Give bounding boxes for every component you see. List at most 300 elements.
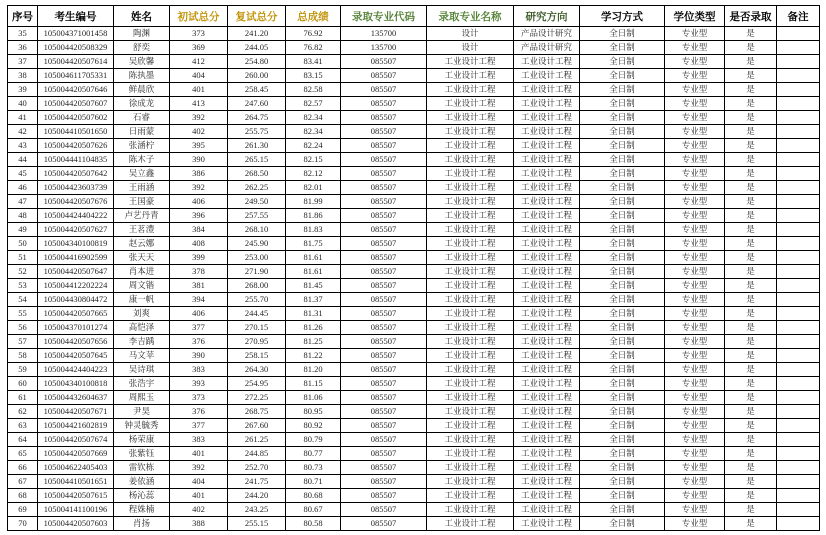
table-row bbox=[8, 307, 820, 321]
table-cell: 工业设计工程 bbox=[514, 349, 580, 363]
table-cell: 65 bbox=[8, 447, 38, 461]
table-cell: 周熙玉 bbox=[114, 391, 170, 405]
table-cell: 雷钦栋 bbox=[114, 461, 170, 475]
table-cell: 105004340100819 bbox=[38, 237, 114, 251]
table-cell: 工业设计工程 bbox=[427, 139, 514, 153]
table-cell: 全日制 bbox=[580, 503, 665, 517]
table-cell: 石睿 bbox=[114, 111, 170, 125]
table-cell: 全日制 bbox=[580, 55, 665, 69]
table-cell: 105004370101274 bbox=[38, 321, 114, 335]
table-cell: 全日制 bbox=[580, 27, 665, 41]
table-cell: 康一帆 bbox=[114, 293, 170, 307]
table-cell: 383 bbox=[170, 363, 228, 377]
table-cell: 80.92 bbox=[286, 419, 341, 433]
table-row bbox=[8, 153, 820, 167]
table-cell: 388 bbox=[170, 517, 228, 531]
table-cell: 085507 bbox=[341, 223, 427, 237]
table-cell: 高恺泽 bbox=[114, 321, 170, 335]
table-cell: 50 bbox=[8, 237, 38, 251]
table-cell: 76.92 bbox=[286, 27, 341, 41]
table-cell: 105004420507669 bbox=[38, 447, 114, 461]
table-cell: 085507 bbox=[341, 405, 427, 419]
table-cell: 81.26 bbox=[286, 321, 341, 335]
table-cell: 085507 bbox=[341, 419, 427, 433]
table-cell bbox=[777, 237, 820, 251]
table-cell: 工业设计工程 bbox=[427, 125, 514, 139]
table-cell: 专业型 bbox=[665, 461, 725, 475]
column-header: 研究方向 bbox=[514, 6, 580, 27]
table-cell: 专业型 bbox=[665, 433, 725, 447]
table-cell: 工业设计工程 bbox=[427, 405, 514, 419]
table-cell: 是 bbox=[725, 265, 777, 279]
table-cell: 244.05 bbox=[228, 41, 286, 55]
table-cell: 105004441104835 bbox=[38, 153, 114, 167]
table-cell: 085507 bbox=[341, 475, 427, 489]
table-cell: 262.25 bbox=[228, 181, 286, 195]
table-cell: 工业设计工程 bbox=[514, 377, 580, 391]
table-cell: 38 bbox=[8, 69, 38, 83]
table-cell: 56 bbox=[8, 321, 38, 335]
table-cell: 工业设计工程 bbox=[427, 307, 514, 321]
table-cell: 085507 bbox=[341, 503, 427, 517]
table-cell: 专业型 bbox=[665, 265, 725, 279]
table-cell: 376 bbox=[170, 335, 228, 349]
table-cell: 工业设计工程 bbox=[427, 377, 514, 391]
table-cell: 吴欣馨 bbox=[114, 55, 170, 69]
table-row bbox=[8, 363, 820, 377]
table-row bbox=[8, 251, 820, 265]
table-cell: 377 bbox=[170, 419, 228, 433]
table-cell: 105004424404223 bbox=[38, 363, 114, 377]
table-cell: 369 bbox=[170, 41, 228, 55]
table-cell: 工业设计工程 bbox=[514, 125, 580, 139]
table-cell bbox=[777, 41, 820, 55]
table-cell: 日雨蒙 bbox=[114, 125, 170, 139]
table-cell: 工业设计工程 bbox=[514, 461, 580, 475]
table-row bbox=[8, 111, 820, 125]
table-cell: 鲜晨欣 bbox=[114, 83, 170, 97]
table-cell: 工业设计工程 bbox=[427, 153, 514, 167]
table-cell: 工业设计工程 bbox=[514, 111, 580, 125]
table-cell: 专业型 bbox=[665, 321, 725, 335]
table-cell: 80.58 bbox=[286, 517, 341, 531]
table-cell: 是 bbox=[725, 405, 777, 419]
table-cell: 80.67 bbox=[286, 503, 341, 517]
table-cell: 384 bbox=[170, 223, 228, 237]
table-cell: 401 bbox=[170, 83, 228, 97]
table-cell: 81.06 bbox=[286, 391, 341, 405]
table-cell bbox=[777, 433, 820, 447]
table-cell: 全日制 bbox=[580, 237, 665, 251]
column-header: 初试总分 bbox=[170, 6, 228, 27]
table-row bbox=[8, 237, 820, 251]
table-cell: 是 bbox=[725, 125, 777, 139]
table-cell: 杨沁蕊 bbox=[114, 489, 170, 503]
table-cell: 270.15 bbox=[228, 321, 286, 335]
table-cell: 是 bbox=[725, 461, 777, 475]
table-cell: 专业型 bbox=[665, 237, 725, 251]
table-cell: 全日制 bbox=[580, 139, 665, 153]
table-cell: 全日制 bbox=[580, 195, 665, 209]
table-row bbox=[8, 489, 820, 503]
table-cell: 82.34 bbox=[286, 125, 341, 139]
table-cell: 373 bbox=[170, 27, 228, 41]
table-cell: 272.25 bbox=[228, 391, 286, 405]
table-cell: 83.41 bbox=[286, 55, 341, 69]
table-cell: 381 bbox=[170, 279, 228, 293]
table-cell: 工业设计工程 bbox=[514, 209, 580, 223]
table-cell: 82.12 bbox=[286, 167, 341, 181]
table-cell: 张天天 bbox=[114, 251, 170, 265]
table-cell: 张紫钰 bbox=[114, 447, 170, 461]
table-cell: 工业设计工程 bbox=[514, 251, 580, 265]
admission-results-table bbox=[7, 5, 820, 531]
table-cell: 是 bbox=[725, 83, 777, 97]
table-cell: 工业设计工程 bbox=[427, 251, 514, 265]
table-row bbox=[8, 517, 820, 531]
table-cell: 吴立鑫 bbox=[114, 167, 170, 181]
table-cell: 408 bbox=[170, 237, 228, 251]
table-cell: 全日制 bbox=[580, 335, 665, 349]
table-cell: 工业设计工程 bbox=[514, 167, 580, 181]
table-cell bbox=[777, 475, 820, 489]
table-cell: 是 bbox=[725, 489, 777, 503]
column-header: 复试总分 bbox=[228, 6, 286, 27]
table-cell: 设计 bbox=[427, 41, 514, 55]
table-cell: 64 bbox=[8, 433, 38, 447]
table-cell: 是 bbox=[725, 41, 777, 55]
table-cell bbox=[777, 69, 820, 83]
table-cell: 81.99 bbox=[286, 195, 341, 209]
table-cell: 70 bbox=[8, 517, 38, 531]
table-cell: 80.95 bbox=[286, 405, 341, 419]
table-cell: 406 bbox=[170, 307, 228, 321]
table-row bbox=[8, 27, 820, 41]
table-cell: 271.90 bbox=[228, 265, 286, 279]
table-cell: 工业设计工程 bbox=[514, 489, 580, 503]
table-cell: 085507 bbox=[341, 97, 427, 111]
table-row bbox=[8, 293, 820, 307]
table-cell: 253.00 bbox=[228, 251, 286, 265]
table-cell: 81.15 bbox=[286, 377, 341, 391]
table-cell: 61 bbox=[8, 391, 38, 405]
table-cell: 工业设计工程 bbox=[427, 97, 514, 111]
table-cell: 专业型 bbox=[665, 377, 725, 391]
table-cell: 张浩宇 bbox=[114, 377, 170, 391]
table-cell: 58 bbox=[8, 349, 38, 363]
table-cell: 244.45 bbox=[228, 307, 286, 321]
table-cell: 工业设计工程 bbox=[427, 391, 514, 405]
table-cell: 47 bbox=[8, 195, 38, 209]
table-cell: 105004432604637 bbox=[38, 391, 114, 405]
table-cell: 80.71 bbox=[286, 475, 341, 489]
table-cell: 085507 bbox=[341, 181, 427, 195]
table-cell: 专业型 bbox=[665, 181, 725, 195]
table-cell: 265.15 bbox=[228, 153, 286, 167]
table-cell: 工业设计工程 bbox=[427, 237, 514, 251]
table-cell: 是 bbox=[725, 27, 777, 41]
column-header: 录取专业名称 bbox=[427, 6, 514, 27]
table-cell: 是 bbox=[725, 97, 777, 111]
table-cell: 工业设计工程 bbox=[514, 69, 580, 83]
table-cell: 085507 bbox=[341, 391, 427, 405]
table-row bbox=[8, 335, 820, 349]
table-cell: 105004420507614 bbox=[38, 55, 114, 69]
table-cell bbox=[777, 335, 820, 349]
table-cell: 105004420507603 bbox=[38, 517, 114, 531]
table-cell: 392 bbox=[170, 181, 228, 195]
table-cell: 工业设计工程 bbox=[427, 363, 514, 377]
table-row bbox=[8, 83, 820, 97]
table-cell: 全日制 bbox=[580, 181, 665, 195]
table-cell: 工业设计工程 bbox=[514, 419, 580, 433]
table-cell: 255.15 bbox=[228, 517, 286, 531]
table-cell: 工业设计工程 bbox=[427, 111, 514, 125]
table-cell: 专业型 bbox=[665, 349, 725, 363]
table-cell: 085507 bbox=[341, 125, 427, 139]
table-cell: 390 bbox=[170, 349, 228, 363]
table-cell: 全日制 bbox=[580, 293, 665, 307]
table-cell: 工业设计工程 bbox=[427, 517, 514, 531]
table-cell: 085507 bbox=[341, 461, 427, 475]
table-cell bbox=[777, 307, 820, 321]
table-cell bbox=[777, 447, 820, 461]
table-cell: 264.30 bbox=[228, 363, 286, 377]
table-cell: 工业设计工程 bbox=[427, 83, 514, 97]
table-cell: 工业设计工程 bbox=[514, 293, 580, 307]
table-cell: 82.15 bbox=[286, 153, 341, 167]
table-cell: 52 bbox=[8, 265, 38, 279]
table-cell: 是 bbox=[725, 447, 777, 461]
table-cell: 105004420507665 bbox=[38, 307, 114, 321]
table-cell bbox=[777, 223, 820, 237]
table-cell: 尹昊 bbox=[114, 405, 170, 419]
table-cell: 专业型 bbox=[665, 97, 725, 111]
table-cell bbox=[777, 293, 820, 307]
table-cell: 王雨涵 bbox=[114, 181, 170, 195]
table-cell: 全日制 bbox=[580, 97, 665, 111]
table-cell: 专业型 bbox=[665, 419, 725, 433]
table-cell: 吴诗琪 bbox=[114, 363, 170, 377]
table-cell: 工业设计工程 bbox=[514, 363, 580, 377]
table-cell: 姜依涵 bbox=[114, 475, 170, 489]
table-cell: 245.90 bbox=[228, 237, 286, 251]
table-cell: 工业设计工程 bbox=[427, 335, 514, 349]
table-cell: 105004430804472 bbox=[38, 293, 114, 307]
table-cell: 105004420507642 bbox=[38, 167, 114, 181]
table-cell: 105004420507674 bbox=[38, 433, 114, 447]
table-row bbox=[8, 41, 820, 55]
table-cell bbox=[777, 97, 820, 111]
table-cell: 全日制 bbox=[580, 363, 665, 377]
table-cell: 专业型 bbox=[665, 251, 725, 265]
table-header bbox=[8, 6, 820, 27]
table-cell: 105004622405403 bbox=[38, 461, 114, 475]
table-cell: 工业设计工程 bbox=[514, 517, 580, 531]
table-cell: 刘爽 bbox=[114, 307, 170, 321]
table-cell: 全日制 bbox=[580, 419, 665, 433]
table-cell: 105004141100196 bbox=[38, 503, 114, 517]
table-cell: 244.20 bbox=[228, 489, 286, 503]
table-cell: 是 bbox=[725, 279, 777, 293]
table-cell: 全日制 bbox=[580, 69, 665, 83]
table-cell: 81.45 bbox=[286, 279, 341, 293]
table-cell: 085507 bbox=[341, 349, 427, 363]
table-cell: 105004611705331 bbox=[38, 69, 114, 83]
table-cell: 085507 bbox=[341, 139, 427, 153]
table-cell: 专业型 bbox=[665, 41, 725, 55]
table-cell: 专业型 bbox=[665, 503, 725, 517]
table-cell: 是 bbox=[725, 237, 777, 251]
table-cell: 46 bbox=[8, 181, 38, 195]
table-cell bbox=[777, 405, 820, 419]
table-cell: 401 bbox=[170, 489, 228, 503]
table-row bbox=[8, 125, 820, 139]
table-cell: 82.24 bbox=[286, 139, 341, 153]
table-cell: 徐成龙 bbox=[114, 97, 170, 111]
table-cell: 80.68 bbox=[286, 489, 341, 503]
table-cell: 386 bbox=[170, 167, 228, 181]
table-cell: 是 bbox=[725, 251, 777, 265]
table-cell: 105004420507656 bbox=[38, 335, 114, 349]
table-cell: 35 bbox=[8, 27, 38, 41]
table-cell: 专业型 bbox=[665, 195, 725, 209]
table-cell: 是 bbox=[725, 181, 777, 195]
table-row bbox=[8, 69, 820, 83]
table-cell bbox=[777, 391, 820, 405]
table-cell: 80.73 bbox=[286, 461, 341, 475]
table-cell: 82.57 bbox=[286, 97, 341, 111]
table-cell: 396 bbox=[170, 209, 228, 223]
table-cell: 085507 bbox=[341, 195, 427, 209]
table-cell: 085507 bbox=[341, 447, 427, 461]
table-cell: 工业设计工程 bbox=[514, 97, 580, 111]
table-cell: 工业设计工程 bbox=[427, 447, 514, 461]
table-cell: 402 bbox=[170, 503, 228, 517]
table-cell bbox=[777, 181, 820, 195]
table-cell: 全日制 bbox=[580, 475, 665, 489]
table-row bbox=[8, 139, 820, 153]
table-cell: 专业型 bbox=[665, 167, 725, 181]
table-cell: 是 bbox=[725, 335, 777, 349]
table-cell: 68 bbox=[8, 489, 38, 503]
table-cell bbox=[777, 517, 820, 531]
table-cell: 40 bbox=[8, 97, 38, 111]
table-cell: 81.61 bbox=[286, 265, 341, 279]
table-cell: 工业设计工程 bbox=[514, 335, 580, 349]
table-cell: 全日制 bbox=[580, 251, 665, 265]
table-cell: 陈执墨 bbox=[114, 69, 170, 83]
table-cell: 252.70 bbox=[228, 461, 286, 475]
table-cell: 是 bbox=[725, 55, 777, 69]
table-row bbox=[8, 391, 820, 405]
table-cell: 085507 bbox=[341, 265, 427, 279]
table-cell: 工业设计工程 bbox=[427, 69, 514, 83]
table-cell: 是 bbox=[725, 293, 777, 307]
table-cell: 工业设计工程 bbox=[427, 167, 514, 181]
table-cell: 是 bbox=[725, 349, 777, 363]
table-cell bbox=[777, 125, 820, 139]
table-cell bbox=[777, 209, 820, 223]
table-cell: 44 bbox=[8, 153, 38, 167]
table-cell: 404 bbox=[170, 69, 228, 83]
table-cell: 085507 bbox=[341, 167, 427, 181]
table-cell bbox=[777, 279, 820, 293]
table-cell: 专业型 bbox=[665, 293, 725, 307]
table-cell: 工业设计工程 bbox=[427, 265, 514, 279]
table-cell: 全日制 bbox=[580, 265, 665, 279]
table-cell: 工业设计工程 bbox=[427, 55, 514, 69]
table-cell: 085507 bbox=[341, 237, 427, 251]
table-cell: 全日制 bbox=[580, 153, 665, 167]
table-cell: 是 bbox=[725, 167, 777, 181]
table-cell bbox=[777, 153, 820, 167]
table-cell: 是 bbox=[725, 223, 777, 237]
table-cell: 工业设计工程 bbox=[514, 433, 580, 447]
table-cell: 377 bbox=[170, 321, 228, 335]
table-row bbox=[8, 223, 820, 237]
table-cell: 张涵柠 bbox=[114, 139, 170, 153]
table-cell: 085507 bbox=[341, 293, 427, 307]
table-cell: 66 bbox=[8, 461, 38, 475]
table-cell: 80.79 bbox=[286, 433, 341, 447]
table-cell: 268.50 bbox=[228, 167, 286, 181]
table-cell: 全日制 bbox=[580, 517, 665, 531]
table-cell: 杨荣康 bbox=[114, 433, 170, 447]
table-cell: 是 bbox=[725, 111, 777, 125]
table-cell: 085507 bbox=[341, 153, 427, 167]
table-row bbox=[8, 167, 820, 181]
table-cell: 专业型 bbox=[665, 405, 725, 419]
table-cell: 81.83 bbox=[286, 223, 341, 237]
table-cell: 是 bbox=[725, 153, 777, 167]
table-cell: 37 bbox=[8, 55, 38, 69]
table-cell: 工业设计工程 bbox=[427, 475, 514, 489]
table-cell: 105004420507676 bbox=[38, 195, 114, 209]
table-cell bbox=[777, 503, 820, 517]
table-row bbox=[8, 195, 820, 209]
table-cell: 55 bbox=[8, 307, 38, 321]
table-cell: 全日制 bbox=[580, 209, 665, 223]
table-cell: 是 bbox=[725, 475, 777, 489]
table-cell: 陶渊 bbox=[114, 27, 170, 41]
table-cell: 全日制 bbox=[580, 489, 665, 503]
table-cell: 406 bbox=[170, 195, 228, 209]
table-cell: 105004420507615 bbox=[38, 489, 114, 503]
table-cell: 105004423603739 bbox=[38, 181, 114, 195]
table-cell: 241.75 bbox=[228, 475, 286, 489]
table-cell: 392 bbox=[170, 111, 228, 125]
table-cell: 257.55 bbox=[228, 209, 286, 223]
table-cell: 全日制 bbox=[580, 111, 665, 125]
table-cell: 49 bbox=[8, 223, 38, 237]
table-row bbox=[8, 419, 820, 433]
table-cell: 36 bbox=[8, 41, 38, 55]
table-cell bbox=[777, 377, 820, 391]
table-row bbox=[8, 321, 820, 335]
table-cell: 工业设计工程 bbox=[514, 223, 580, 237]
table-cell: 专业型 bbox=[665, 447, 725, 461]
table-cell: 工业设计工程 bbox=[514, 279, 580, 293]
table-cell: 工业设计工程 bbox=[427, 293, 514, 307]
table-cell: 工业设计工程 bbox=[514, 307, 580, 321]
table-cell: 肖本进 bbox=[114, 265, 170, 279]
table-cell: 45 bbox=[8, 167, 38, 181]
table-cell: 268.10 bbox=[228, 223, 286, 237]
table-row bbox=[8, 349, 820, 363]
table-cell: 工业设计工程 bbox=[514, 503, 580, 517]
table-cell: 工业设计工程 bbox=[427, 349, 514, 363]
